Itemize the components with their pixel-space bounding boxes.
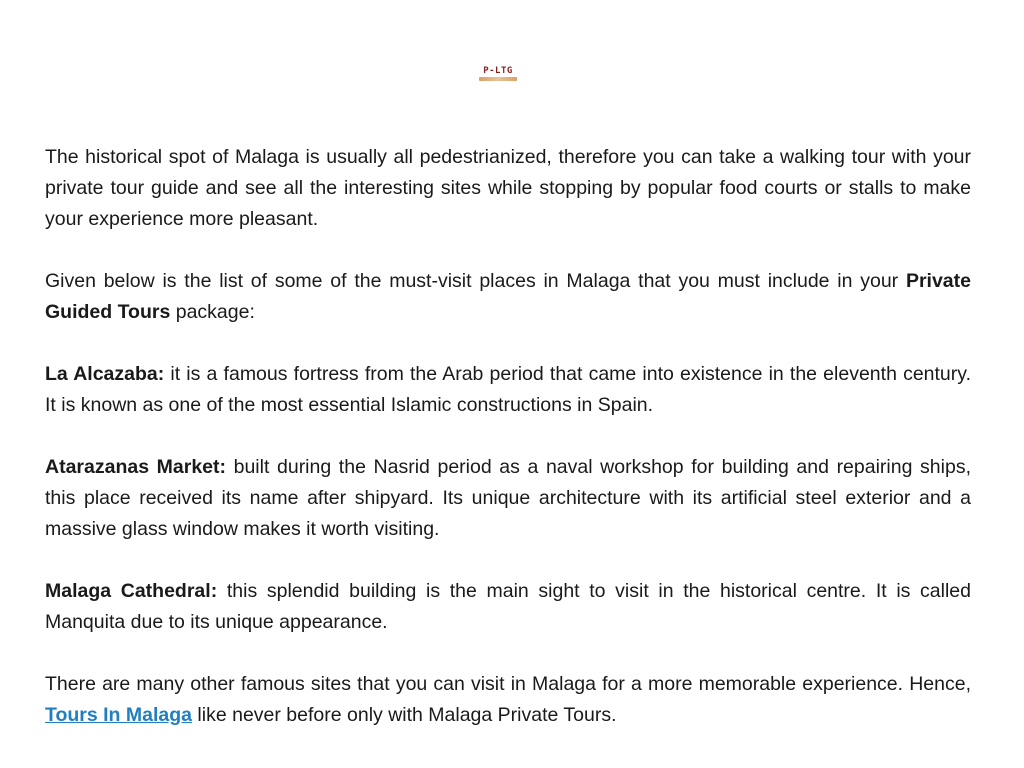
atarazanas-title: Atarazanas Market:	[45, 456, 227, 478]
private-guided-tours-emphasis: Private Guided Tours	[45, 270, 971, 323]
list-intro-paragraph	[45, 266, 971, 328]
closing-text: There are many other famous sites that you can visit in Malaga for a more memorable experience. Hence,	[45, 673, 971, 695]
list-intro-suffix: package:	[170, 301, 255, 323]
alcazaba-paragraph	[45, 359, 971, 421]
article-body	[45, 142, 971, 731]
intro-text: The historical spot of Malaga is usually all pedestrianized, therefore you can take a walking tour with your private tour guide and see all the interesting sites while stopping by popular food courts or stalls to make your experience more pleasant.	[45, 146, 971, 230]
atarazanas-text: built during the Nasrid period as a naval workshop for building and repairing ships, this place received its name after shipyard. Its unique architecture with its artificial steel exterior and a massive glass window makes it worth visiting.	[45, 456, 971, 540]
atarazanas-paragraph	[45, 452, 971, 545]
alcazaba-title: La Alcazaba:	[45, 363, 165, 385]
company-logo	[472, 66, 524, 86]
cathedral-text: this splendid building is the main sight to visit in the historical centre. It is called Manquita due to its unique appearance.	[45, 580, 971, 633]
intro-paragraph	[45, 142, 971, 235]
closing-suffix: like never before only with Malaga Private Tours.	[192, 704, 617, 726]
logo-text: P-LTG	[483, 66, 513, 76]
alcazaba-text: it is a famous fortress from the Arab period that came into existence in the eleventh century. It is known as one of the most essential Islamic constructions in Spain.	[45, 363, 971, 416]
tours-in-malaga-link[interactable]: Tours In Malaga	[45, 704, 192, 726]
logo-tagline-mark	[479, 77, 517, 81]
closing-paragraph	[45, 669, 971, 731]
cathedral-title: Malaga Cathedral:	[45, 580, 218, 602]
list-intro-text: Given below is the list of some of the must-visit places in Malaga that you must include in your	[45, 270, 906, 292]
cathedral-paragraph	[45, 576, 971, 638]
